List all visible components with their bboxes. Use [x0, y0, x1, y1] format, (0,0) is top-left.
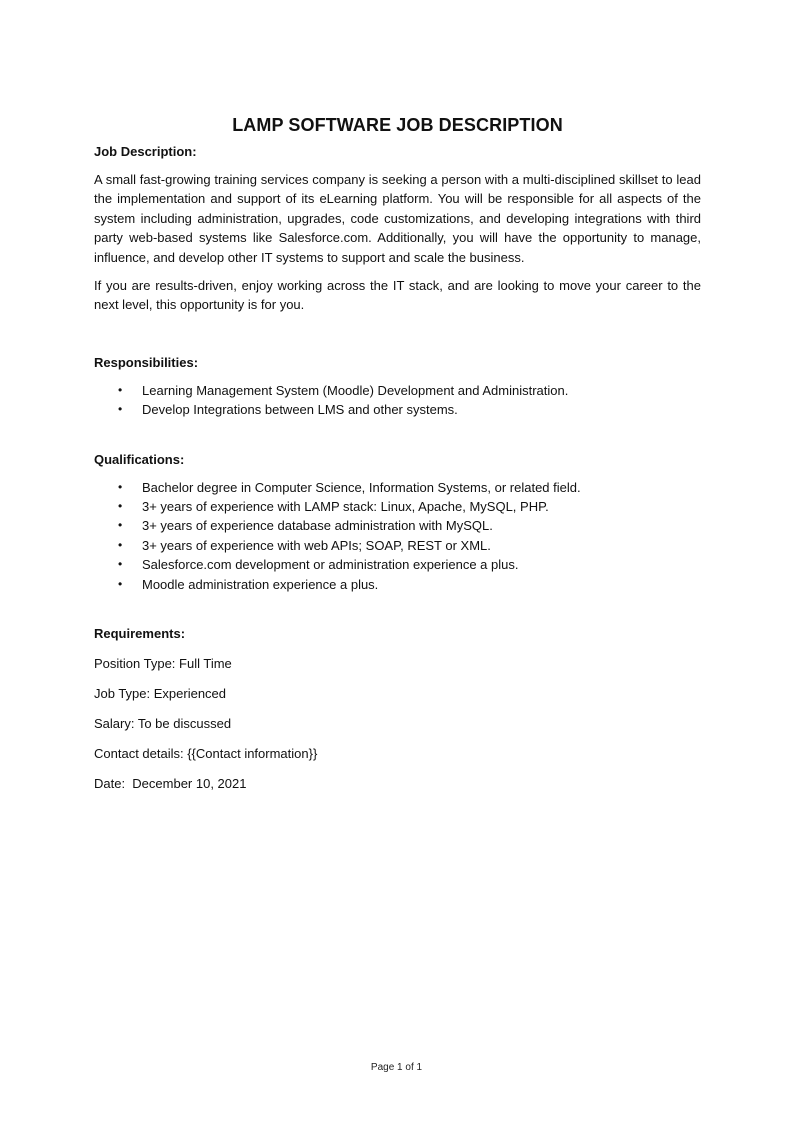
list-item-text: Moodle administration experience a plus.	[142, 576, 379, 592]
bullet-icon: •	[118, 518, 123, 533]
requirement-contact-details: Contact details: {{Contact information}}	[94, 745, 318, 761]
list-item-text: Bachelor degree in Computer Science, Information Systems, or related field.	[142, 479, 581, 495]
list-item	[94, 516, 701, 535]
list-item-text: 3+ years of experience with LAMP stack: Linux, Apache, MySQL, PHP.	[142, 499, 549, 515]
document-body	[94, 113, 701, 804]
requirement-salary: Salary: To be discussed	[94, 715, 232, 731]
list-item	[94, 555, 701, 574]
list-item	[94, 478, 701, 497]
bullet-icon: •	[118, 479, 123, 494]
responsibilities-list	[94, 381, 701, 420]
qualifications-heading: Qualifications:	[94, 451, 185, 467]
list-item	[94, 536, 701, 555]
job-description-paragraph-1: A small fast-growing training services company is seeking a person with a multi-disciplined skillset to lead the implementation and support of its eLearning platform. You will be responsible for all aspects of the system including administration, upgrades, code customizations, and developing integrations with third party web-based systems like Salesforce.com. Additionally, you will have the opportunity to manage, influence, and develop other IT systems to support and scale the business.	[94, 172, 701, 265]
list-item	[94, 497, 701, 516]
bullet-icon: •	[118, 499, 123, 514]
list-item	[94, 400, 701, 419]
requirement-job-type: Job Type: Experienced	[94, 685, 227, 701]
bullet-icon: •	[118, 537, 123, 552]
bullet-icon: •	[118, 382, 123, 397]
bullet-icon: •	[118, 557, 123, 572]
list-item-text: 3+ years of experience database administration with MySQL.	[142, 518, 493, 534]
qualifications-list	[94, 478, 701, 594]
responsibilities-heading: Responsibilities:	[94, 354, 199, 370]
requirement-position-type: Position Type: Full Time	[94, 655, 232, 671]
requirement-date: Date: December 10, 2021	[94, 775, 247, 791]
document-title: LAMP SOFTWARE JOB DESCRIPTION	[232, 115, 563, 135]
requirements-heading: Requirements:	[94, 625, 186, 641]
bullet-icon: •	[118, 576, 123, 591]
list-item-text: 3+ years of experience with web APIs; SOAP, REST or XML.	[142, 537, 491, 553]
list-item-text: Develop Integrations between LMS and other systems.	[142, 402, 458, 418]
bullet-icon: •	[118, 402, 123, 417]
list-item-text: Salesforce.com development or administration experience a plus.	[142, 557, 519, 573]
list-item	[94, 575, 701, 594]
list-item-text: Learning Management System (Moodle) Development and Administration.	[142, 382, 569, 398]
list-item	[94, 381, 701, 400]
job-description-heading: Job Description:	[94, 144, 197, 159]
job-description-paragraph-2: If you are results-driven, enjoy working across the IT stack, and are looking to move your career to the next level, this opportunity is for you.	[94, 278, 701, 313]
page-number-footer: Page 1 of 1	[370, 1062, 423, 1073]
